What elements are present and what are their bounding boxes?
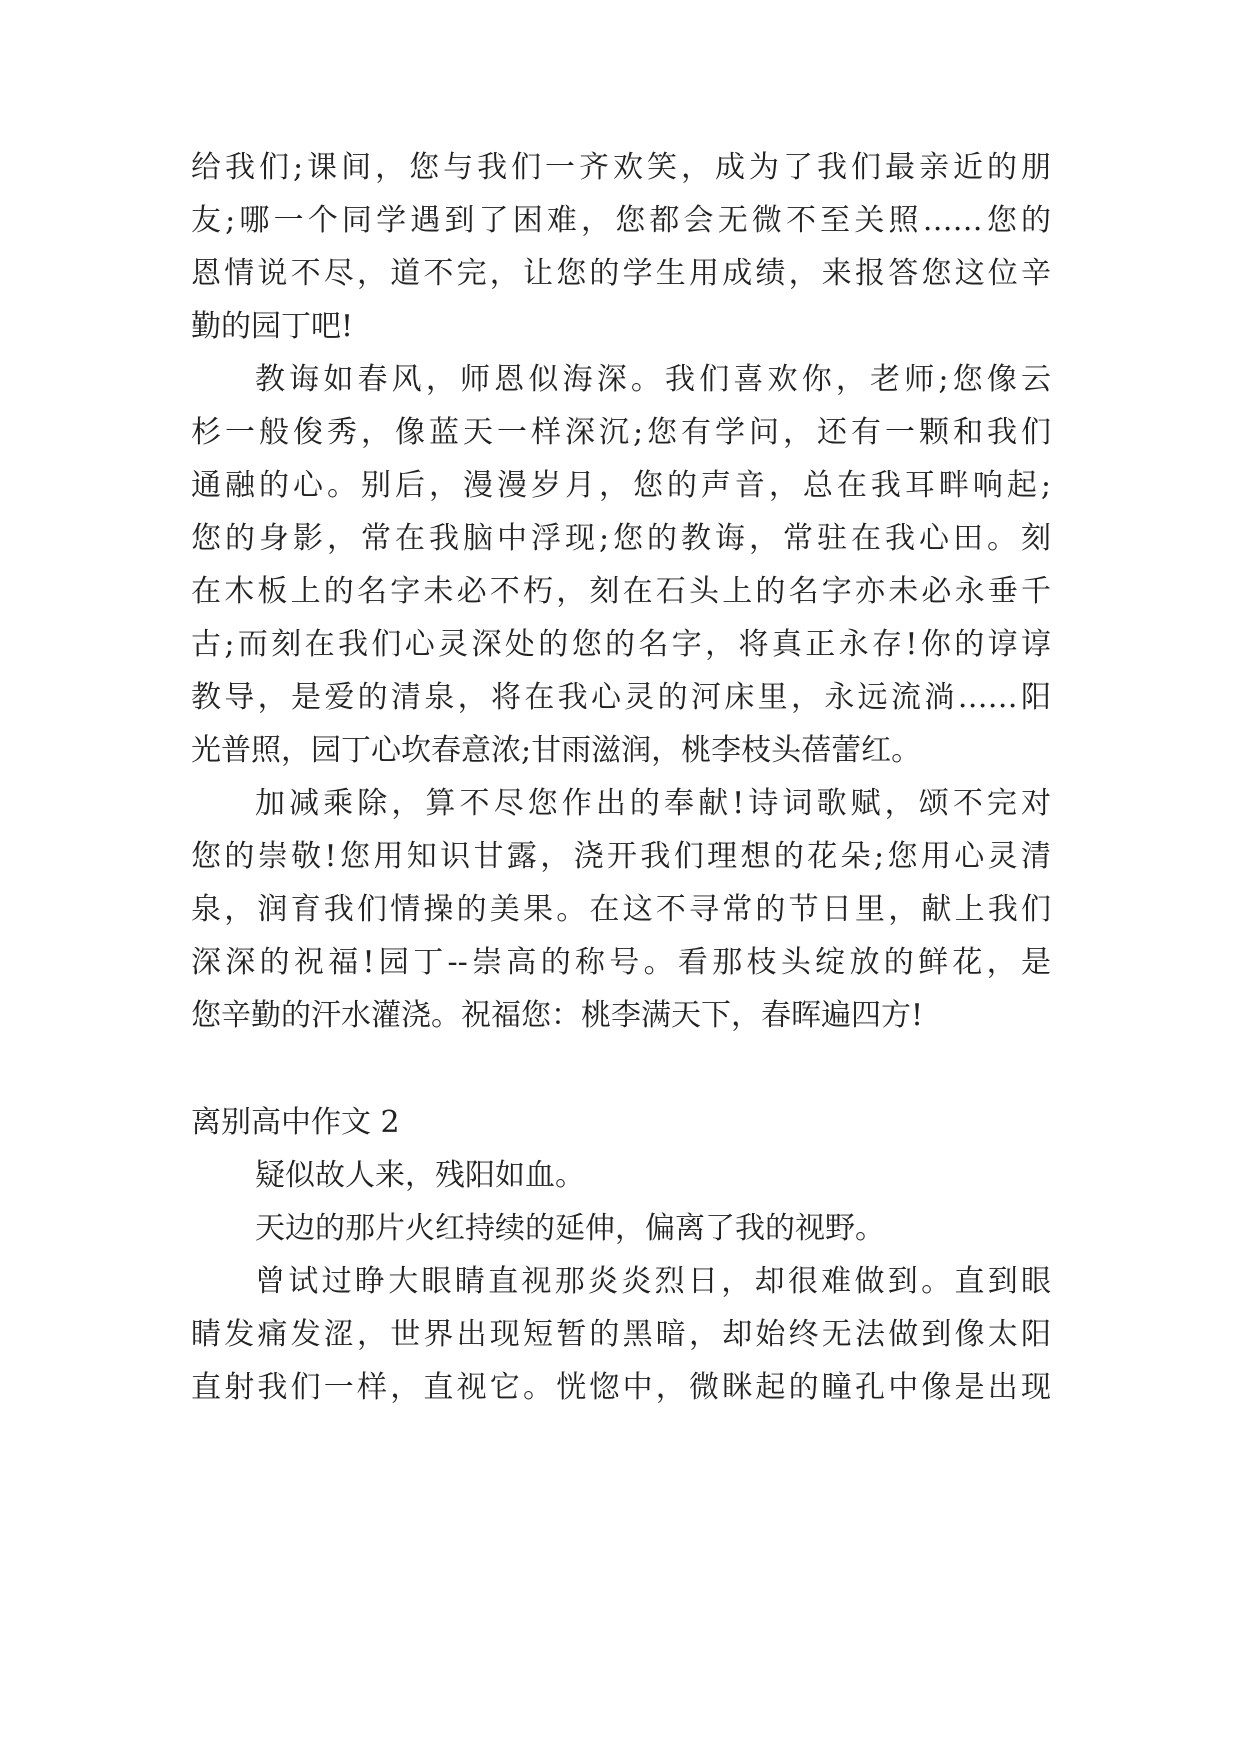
text-line: 恩情说不尽，道不完，让您的学生用成绩，来报答您这位辛 — [191, 256, 1051, 291]
text-line: 光普照，园丁心坎春意浓;甘雨滋润，桃李枝头蓓蕾红。 — [191, 733, 922, 768]
text-line: 睛发痛发涩，世界出现短暂的黑暗，却始终无法做到像太阳 — [191, 1317, 1051, 1352]
text-line: 杉一般俊秀，像蓝天一样深沉;您有学问，还有一颗和我们 — [191, 415, 1051, 450]
text-line: 给我们;课间，您与我们一齐欢笑，成为了我们最亲近的朋 — [191, 150, 1051, 185]
text-line: 加减乘除，算不尽您作出的奉献!诗词歌赋，颂不完对 — [255, 786, 1051, 821]
text-line: 在木板上的名字未必不朽，刻在石头上的名字亦未必永垂千 — [191, 574, 1051, 609]
text-line: 疑似故人来，残阳如血。 — [255, 1158, 585, 1193]
text-line: 您的身影，常在我脑中浮现;您的教诲，常驻在我心田。刻 — [191, 521, 1051, 556]
text-line: 深深的祝福!园丁--崇高的称号。看那枝头绽放的鲜花，是 — [191, 945, 1051, 980]
text-line: 曾试过睁大眼睛直视那炎炎烈日，却很难做到。直到眼 — [255, 1264, 1051, 1299]
text-line: 您辛勤的汗水灌浇。祝福您：桃李满天下，春晖遍四方! — [191, 998, 924, 1033]
section-heading: 离别高中作文 2 — [191, 1105, 400, 1140]
text-line: 古;而刻在我们心灵深处的您的名字，将真正永存!你的谆谆 — [191, 627, 1051, 662]
text-line: 教诲如春风，师恩似海深。我们喜欢你，老师;您像云 — [255, 362, 1051, 397]
text-line: 天边的那片火红持续的延伸，偏离了我的视野。 — [255, 1211, 885, 1246]
text-line: 通融的心。别后，漫漫岁月，您的声音，总在我耳畔响起; — [191, 468, 1051, 503]
text-line: 您的崇敬!您用知识甘露，浇开我们理想的花朵;您用心灵清 — [191, 839, 1051, 874]
text-line: 友;哪一个同学遇到了困难，您都会无微不至关照……您的 — [191, 203, 1051, 238]
text-line: 教导，是爱的清泉，将在我心灵的河床里，永远流淌……阳 — [191, 680, 1051, 715]
text-line: 泉，润育我们情操的美果。在这不寻常的节日里，献上我们 — [191, 892, 1051, 927]
text-line: 直射我们一样，直视它。恍惚中，微眯起的瞳孔中像是出现 — [191, 1370, 1051, 1405]
text-line: 勤的园丁吧! — [191, 309, 354, 344]
